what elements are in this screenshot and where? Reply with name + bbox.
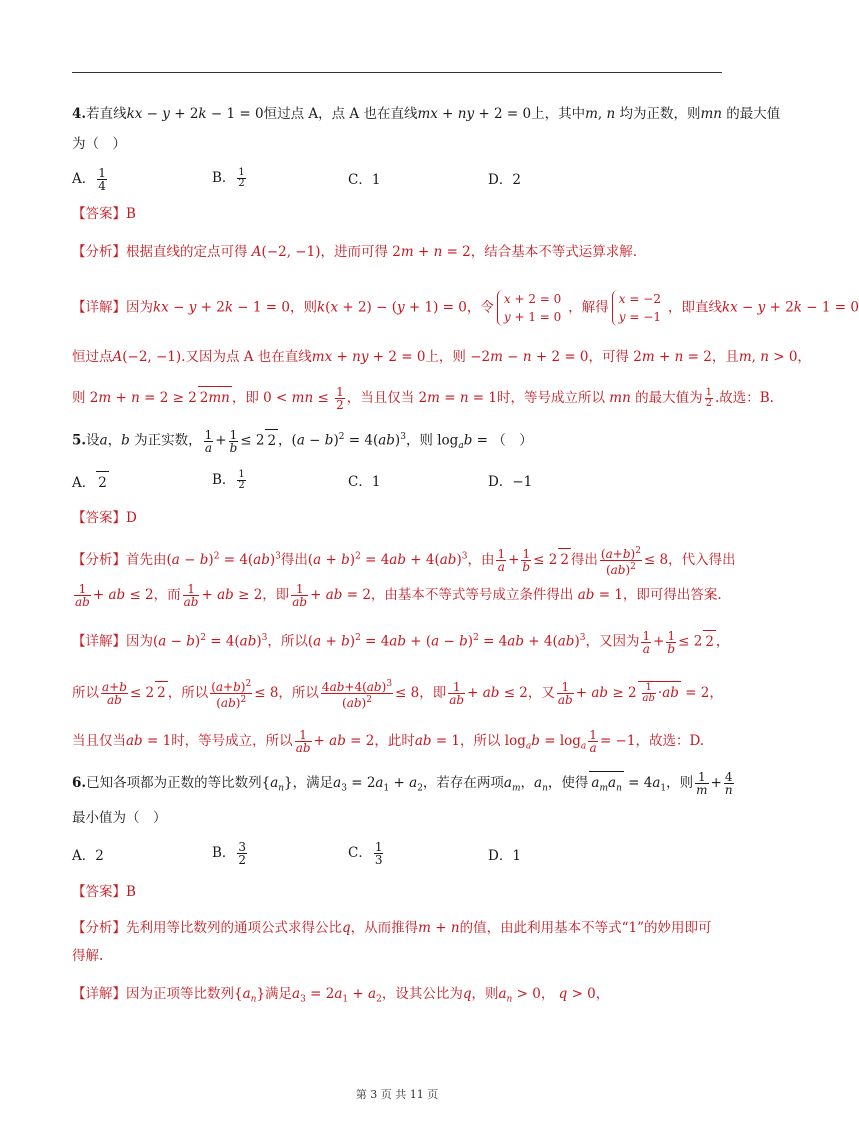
q5-option-d: D．−1 (488, 474, 533, 490)
denominator: 4 (98, 179, 106, 193)
text: ，则 (471, 986, 499, 1002)
text: 当且仅当 (72, 733, 126, 749)
detail-tag: 【详解】 (72, 986, 126, 1002)
text: ，结合基本不等式运算求解. (470, 244, 638, 260)
equation-system: x + 2 = 0 y + 1 = 0 (497, 290, 565, 326)
text: ，则 (405, 432, 433, 449)
header-rule (72, 72, 722, 73)
text: ，所以 (267, 633, 308, 650)
text: 恒过点 (72, 349, 113, 365)
q6-option-a: A．2 (72, 848, 104, 864)
fraction: $\frac{a+b}{ab}$ (102, 680, 127, 707)
page-footer: 第 3 页 共 11 页 (355, 1088, 439, 1101)
text: ，此时 (374, 733, 415, 749)
text: 得出 (570, 552, 598, 568)
q5-detail-line3: 当且仅当ab = 1时，等号成立，所以 $\frac{1}{ab}$ + ab = 2，此时ab = 1，所以 $\log_ab = \log_a$ $\frac{1}{a}$ = −1，故选：D. (72, 728, 705, 755)
fraction: $\frac{4ab+4(ab)^3}{(ab)^2}$ (321, 679, 393, 710)
text: 的最大值 (726, 106, 781, 122)
denominator: 3 (374, 853, 383, 867)
answer-tag: 【答案】 (72, 884, 126, 900)
fraction: $\frac{1}{2}$ (705, 387, 712, 409)
fraction: $\frac{1}{ab}$ (183, 582, 199, 609)
text: 满足 (265, 986, 293, 1002)
text: ，令 (466, 299, 494, 316)
text: ，代入得出 (668, 552, 736, 568)
text: 恒过点 A，点 A 也在直线 (263, 106, 418, 122)
text: .又因为点 A 也在直线 (181, 349, 312, 365)
q4-analysis: 【分析】根据直线的定点可得 A(−2, −1)，进而可得 2m + n = 2，结合基本不等式运算求解. (72, 244, 638, 260)
option-label: C． (348, 845, 372, 861)
text: ，即 (231, 390, 259, 406)
text: 的最大值为 (635, 390, 703, 406)
question-number: 6. (72, 775, 87, 791)
detail-tag: 【详解】 (72, 633, 126, 650)
text: 的值，由此利用基本不等式“1”的妙用即可 (459, 920, 712, 936)
text: 则 (72, 390, 86, 406)
q4-stem-line1: 4.若直线kx − y + 2k − 1 = 0恒过点 A，点 A 也在直线mx + ny + 2 = 0上，其中m, n 均为正数，则mn 的最大值 (72, 106, 781, 122)
q5-option-b (212, 469, 248, 491)
q6-option-c (348, 841, 385, 866)
text: 上，其中 (531, 106, 586, 122)
fraction (237, 168, 245, 189)
q6-answer (72, 881, 732, 903)
q4-detail-line2: 恒过点A(−2, −1).又因为点 A 也在直线mx + ny + 2 = 0上，则 −2m − n + 2 = 0，可得 2m + n = 2，且m, n > 0， (72, 349, 811, 365)
equation-system: x = −2 y = −1 (612, 290, 665, 326)
text: ， (520, 775, 535, 791)
option-label: B． (212, 170, 236, 186)
text: ，而 (153, 587, 181, 603)
text: 已知各项都为正数的等比数列 (86, 775, 262, 791)
question-number: 5. (72, 432, 87, 449)
text: ，且 (711, 349, 739, 365)
fraction: $\frac{1}{ab}$ (295, 728, 311, 755)
text: 上，则 (425, 349, 466, 365)
fraction (97, 167, 107, 192)
q4-option-c: C．1 (348, 172, 381, 188)
fraction: $\frac{(a+b)^2}{(ab)^2}$ (211, 679, 252, 710)
text: ，从而推得 (350, 920, 419, 936)
answer-value: B (126, 884, 136, 900)
text: 时，等号成立，所以 (171, 733, 293, 749)
fraction: $\frac{1}{a}$ (642, 628, 651, 656)
q5-analysis-line2: $\frac{1}{ab}$ + ab ≤ 2，而 $\frac{1}{ab}$ + ab ≥ 2，即 $\frac{1}{ab}$ + ab = 2，由基本不等式等号成立条件得出 ab = 1，即可得出答案. (75, 582, 722, 609)
numerator: 3 (238, 840, 247, 854)
fraction: $\frac{1}{2}$ (336, 385, 344, 412)
fraction: $\frac{1}{b}$ (522, 547, 531, 574)
numerator: 1 (238, 469, 245, 480)
text: ，即直线 (667, 299, 722, 316)
fraction: $\frac{1}{a}$ (204, 427, 213, 455)
text: ，即 (262, 587, 290, 603)
text: 先利用等比数列的通项公式求得公比 (126, 920, 342, 936)
text: ，故选：D. (635, 733, 705, 749)
q5-stem: 5.设a，b 为正实数， $\frac{1}{a}$ + $\frac{1}{b}$ ≤ 2 2 ，$(a - b)^2 = 4(ab)^3$，则 $\log_ab$ = （ ） (72, 427, 533, 455)
text: ，若存在两项 (422, 775, 504, 791)
fraction: $\frac{1}{ab}$ (75, 582, 90, 609)
text: ， (595, 986, 610, 1002)
option-label: B． (212, 472, 236, 488)
option-label: B． (212, 845, 236, 861)
q6-option-b (212, 841, 249, 866)
text: .故选：B. (714, 390, 774, 406)
text: ，又 (527, 685, 555, 701)
answer-tag: 【答案】 (72, 206, 126, 222)
q4-detail-line3: 则 2m + n = 2 ≥ 2 2mn ，即 0 < mn ≤ $\frac{1}{2}$ ，当且仅当 2m = n = 1时，等号成立所以 mn 的最大值为 $\frac{1}{2}$ .故选：B. (72, 385, 774, 412)
q6-option-d: D．1 (488, 848, 521, 864)
fraction: $\frac{1}{ab}$ (557, 680, 573, 707)
q6-stem-line1: 6.已知各项都为正数的等比数列$\{a_n\}$，满足$a_3 = 2a_1 + a_2$，若存在两项$a_m$，$a_n$，使得 $a_ma_n = 4a_1$，则 $\frac{1}{m}$ + $\frac{4}{n}$ (72, 771, 732, 800)
text: ，使得 (547, 775, 589, 791)
text: 所以 (72, 685, 99, 701)
fraction: $\frac{1}{ab}$ (292, 582, 308, 609)
text: 得出 (280, 552, 308, 568)
numerator: 1 (98, 166, 106, 180)
text: 为正实数， (134, 432, 202, 449)
text: ，所以 (167, 685, 209, 701)
q6-analysis-line1: 【分析】先利用等比数列的通项公式求得公比q，从而推得m + n的值，由此利用基本不等式“1”的妙用即可 (72, 920, 712, 936)
answer-value: D (126, 510, 137, 526)
q5-option-a: A． 2 (72, 471, 109, 494)
fraction (237, 470, 245, 491)
text: ，满足 (292, 775, 334, 791)
q6-analysis-line2: 得解. (72, 948, 104, 964)
text: ，解得 (568, 299, 609, 316)
fraction: $\frac{1}{m}$ (696, 770, 708, 797)
denominator: 2 (238, 480, 245, 491)
text: ，则 (289, 299, 317, 316)
q5-detail-line2: 所以 $\frac{a+b}{ab}$ ≤ 2 2 ，所以 $\frac{(a+b)^2}{(ab)^2}$ ≤ 8，所以 $\frac{4ab+4(ab)^3}{(ab)^2}$ ≤ 8，即 $\frac{1}{ab}$ + ab ≤ 2，又 $\frac{1}{ab}$ + ab ≥ 2 $\frac{1}{ab}$ ·ab = 2， (72, 679, 723, 710)
text: 均为正数，则 (619, 106, 701, 122)
denominator: 2 (238, 178, 245, 189)
fraction: $\frac{1}{a}$ (497, 547, 506, 574)
q5-option-c: C．1 (348, 474, 381, 490)
q6-stem-line2: 最小值为（ ） (72, 810, 167, 826)
text: 时，等号成立所以 (497, 390, 605, 406)
text: （ ） (492, 432, 533, 449)
detail-tag: 【详解】 (72, 299, 126, 316)
text: 根据直线的定点可得 (126, 244, 248, 260)
fraction: $\frac{1}{b}$ (229, 427, 238, 455)
fraction: $\frac{1}{a}$ (589, 728, 597, 755)
text: ，又因为 (585, 633, 640, 650)
text: ，由 (467, 552, 495, 568)
option-label: A． (72, 475, 96, 491)
q5-detail-line1: 【详解】因为$(a - b)^2 = 4(ab)^3$，所以$(a + b)^2 = 4ab + (a - b)^2 = 4ab + 4(ab)^3$，又因为 $\frac{1}{a}$ + $\frac{1}{b}$ ≤ 2 2 ， (72, 628, 730, 656)
answer-tag: 【答案】 (72, 510, 126, 526)
q6-detail-line1: 【详解】因为正项等比数列$\{a_n\}$满足$a_3 = 2a_1 + a_2$，设其公比为q，则$a_n > 0$， q > 0， (72, 986, 610, 1005)
fraction: $\frac{1}{b}$ (667, 628, 676, 656)
q4-option-d: D．2 (488, 172, 521, 188)
text: ，即可得出答案. (622, 587, 722, 603)
q4-option-a (72, 167, 109, 192)
text: ，进而可得 (320, 244, 388, 260)
fraction: $\frac{4}{n}$ (724, 770, 733, 797)
fraction (237, 841, 247, 866)
text: ， (107, 432, 122, 449)
text: 因为正项等比数列 (126, 986, 234, 1002)
q4-detail-line1: 【详解】因为kx − y + 2k − 1 = 0，则k(x + 2) − (y + 1) = 0，令x + 2 = 0 y + 1 = 0，解得x = −2 y = −1，即直线kx − y + 2k − 1 = 0 (72, 292, 859, 324)
analysis-tag: 【分析】 (72, 244, 126, 260)
fraction: $\frac{1}{ab}$ (449, 680, 465, 707)
text: ，所以 (278, 685, 319, 701)
text: ， (278, 432, 292, 449)
text: 首先由 (126, 552, 167, 568)
text: ，可得 (588, 349, 630, 365)
answer-value: B (126, 206, 136, 222)
text: ，即 (419, 685, 447, 701)
option-label: A． (72, 171, 96, 187)
q4-stem-line2: 为（ ） (72, 136, 126, 152)
fraction (374, 841, 384, 866)
analysis-tag: 【分析】 (72, 552, 126, 568)
text: ，设其公比为 (381, 986, 463, 1002)
numerator: 1 (238, 167, 245, 178)
q4-answer (72, 203, 732, 225)
q4-option-b (212, 167, 248, 189)
numerator: 1 (374, 840, 383, 854)
q5-analysis-line1: 【分析】首先由$(a - b)^2 = 4(ab)^3$得出$(a + b)^2 = 4ab + 4(ab)^3$，由 $\frac{1}{a}$ + $\frac{1}{b}$ ≤ 2 2 得出 $\frac{(a+b)^2}{(ab)^2}$ ≤ 8，代入得出 (72, 546, 736, 577)
text: ，所以 (460, 733, 501, 749)
q5-answer (72, 507, 732, 529)
denominator: 2 (238, 853, 247, 867)
text: 因为 (126, 633, 153, 650)
text: ，当且仅当 (346, 390, 415, 406)
text: 若直线 (86, 106, 127, 122)
fraction: $\frac{(a+b)^2}{(ab)^2}$ (600, 546, 641, 577)
text: 因为 (126, 299, 153, 316)
text: 设 (86, 432, 100, 449)
analysis-tag: 【分析】 (72, 920, 126, 936)
question-number: 4. (72, 106, 87, 122)
text: ，由基本不等式等号成立条件得出 (370, 587, 574, 603)
text: ，则 (666, 775, 694, 791)
